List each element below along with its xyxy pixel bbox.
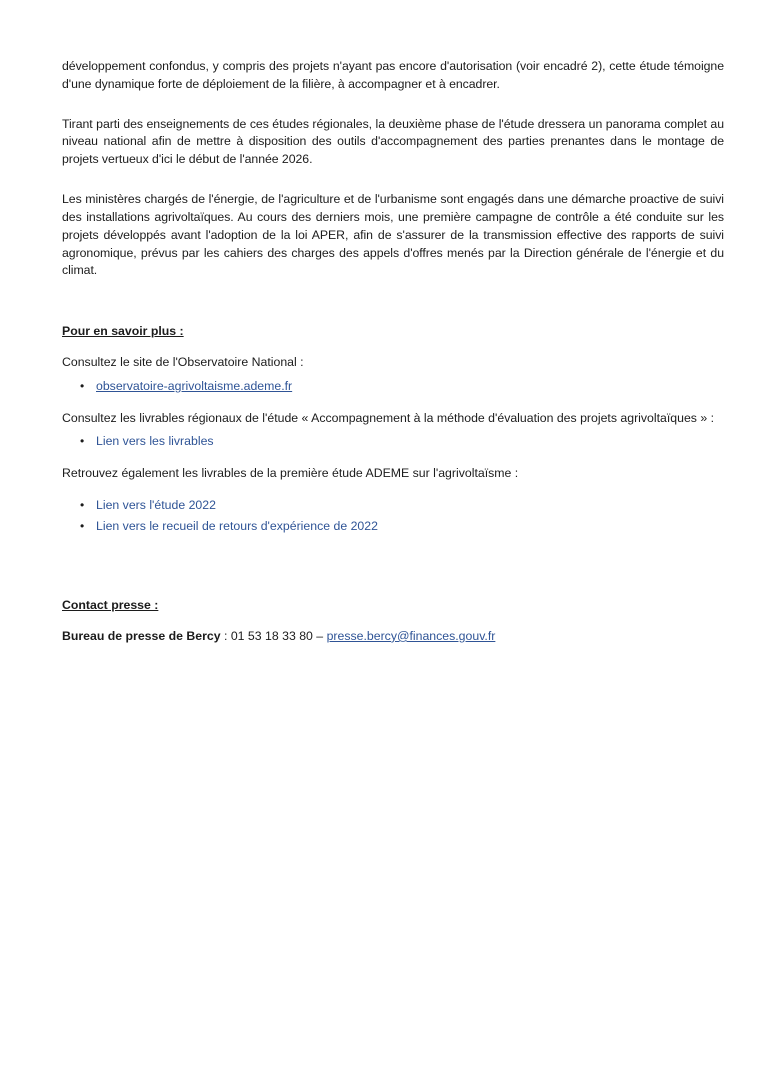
- contact-press-line: [62, 628, 724, 646]
- section-heading-more-info: Pour en savoir plus :: [62, 324, 184, 339]
- paragraph-spacer: [62, 183, 724, 191]
- more-info-intro-2: Consultez les livrables régionaux de l'étude « Accompagnement à la méthode d'évaluation des projets agrivoltaïques » :: [62, 410, 715, 425]
- paragraph-3: Les ministères chargés de l'énergie, de l'agriculture et de l'urbanisme sont engagés dans une démarche proactive de suivi des installations agrivoltaïques. Au cours des derniers mois, une première campagne de contrôle a été conduite sur les projets développés avant l'adoption de la loi APER, afin de s'assurer de la transmission effective des rapports de suivi agronomique, prévus par les cahiers des charges des appels d'offres menés par la Direction générale de l'énergie et du climat.: [62, 192, 724, 278]
- list-item: [96, 495, 724, 517]
- link-livrables[interactable]: Lien vers les livrables: [96, 434, 214, 449]
- section-heading-contact: Contact presse :: [62, 597, 159, 612]
- contact-office-label: Bureau de presse de Bercy: [62, 628, 221, 643]
- section-spacer: [62, 550, 724, 580]
- contact-phone: 01 53 18 33 80: [230, 628, 313, 643]
- contact-dash: –: [312, 628, 327, 643]
- paragraph-2: Tirant parti des enseignements de ces études régionales, la deuxième phase de l'étude dressera un panorama complet au niveau national afin de mettre à disposition des outils d'accompagnement des parties prenantes dans le montage de projets vertueux d'ici le début de l'année 2026.: [62, 116, 724, 167]
- link-list-livrables: [62, 431, 724, 453]
- link-list-observatory: [62, 376, 724, 398]
- paragraph-spacer: [62, 108, 724, 116]
- link-list-ademe-2022: [62, 495, 724, 538]
- more-info-intro-3: Retrouvez également les livrables de la première étude ADEME sur l'agrivoltaïsme :: [62, 465, 519, 480]
- section-spacer: [62, 294, 724, 324]
- list-item: [96, 516, 724, 538]
- link-etude-2022[interactable]: Lien vers l'étude 2022: [96, 497, 216, 512]
- list-spacer: [62, 487, 724, 495]
- contact-separator: :: [220, 628, 231, 643]
- contact-email-link[interactable]: presse.bercy@finances.gouv.fr: [326, 628, 496, 643]
- link-recueil-retours-experience-2022[interactable]: Lien vers le recueil de retours d'expérience de 2022: [96, 519, 378, 534]
- paragraph-1: développement confondus, y compris des projets n'ayant pas encore d'autorisation (voir encadré 2), cette étude témoigne d'une dynamique forte de déploiement de la filière, à accompagner et à encadrer.: [62, 59, 724, 91]
- document-body: [62, 58, 724, 646]
- section-spacer: [62, 580, 724, 598]
- list-item: [96, 431, 724, 453]
- list-item: [96, 376, 724, 398]
- link-observatoire-agrivoltaisme[interactable]: observatoire-agrivoltaisme.ademe.fr: [96, 379, 293, 394]
- more-info-intro-1: Consultez le site de l'Observatoire National :: [62, 355, 304, 370]
